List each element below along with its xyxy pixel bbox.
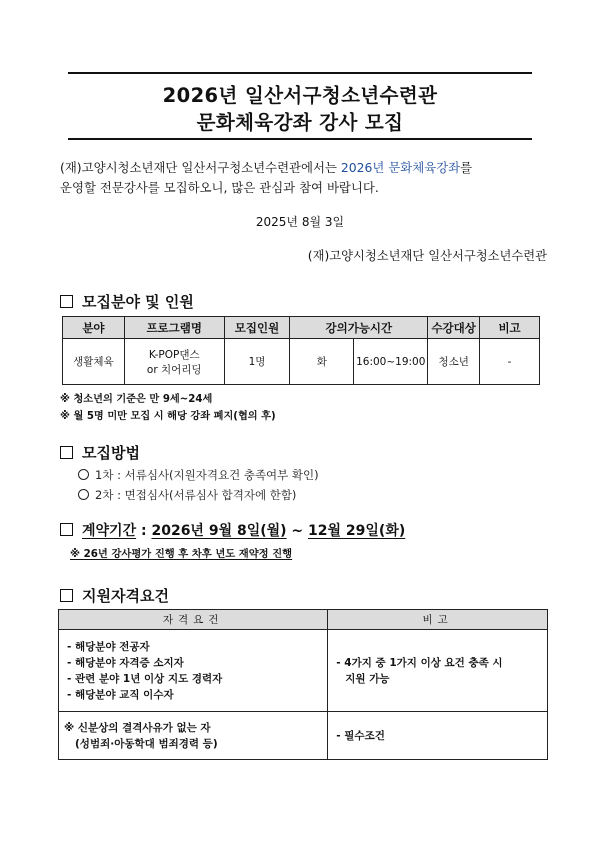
circle-bullet-icon <box>78 489 89 500</box>
section-recruit-heading: 모집분야 및 인원 <box>60 291 194 312</box>
table-row <box>59 712 548 760</box>
header-target: 수강대상 <box>428 317 480 339</box>
requirement-cell <box>59 712 328 760</box>
title-box <box>68 72 532 140</box>
organization-name: (재)고양시청소년재단 일산서구청소년수련관 <box>307 249 547 263</box>
cell-remark: - <box>480 339 540 385</box>
cell-day: 화 <box>290 339 354 385</box>
table-row <box>63 339 540 385</box>
list-item: ※ 신분상의 결격사유가 없는 자 <box>64 721 211 734</box>
table-row <box>59 630 548 712</box>
table-header-row <box>59 610 548 630</box>
header-remark: 비고 <box>328 610 548 630</box>
intro-highlight: 2026년 문화체육강좌 <box>340 160 461 175</box>
cell-target: 청소년 <box>428 339 480 385</box>
note-age: ※ 청소년의 기준은 만 9세~24세 <box>60 394 213 405</box>
requirement-remark: - 필수조건 <box>328 712 548 760</box>
page-subtitle: 문화체육강좌 강사 모집 <box>196 111 404 134</box>
header-qualification: 자격요건 <box>59 610 328 630</box>
qualification-remark: - 4가지 중 1가지 이상 요건 충족 시 지원 가능 <box>328 630 548 712</box>
header-time: 강의가능시간 <box>290 317 428 339</box>
header-program: 프로그램명 <box>124 317 224 339</box>
recruit-table <box>62 316 540 385</box>
list-item: - 해당분야 전공자 <box>67 640 150 653</box>
header-field: 분야 <box>63 317 125 339</box>
announcement-date: 2025년 8월 3일 <box>255 215 345 229</box>
circle-bullet-icon <box>78 469 89 480</box>
intro-line-1: (재)고양시청소년재단 일산서구청소년수련관에서는 2026년 문화체육강좌를 <box>60 160 473 175</box>
method-step-2: 2차 : 면접심사(서류심사 합격자에 한함) <box>78 487 296 503</box>
qualification-table <box>58 609 548 760</box>
intro-line-2: 운영할 전문강사를 모집하오니, 많은 관심과 참여 바랍니다. <box>60 180 379 195</box>
section-method-heading: 모집방법 <box>60 442 140 463</box>
qualification-list <box>59 630 328 712</box>
cell-program: K-POP댄스 or 치어리딩 <box>124 339 224 385</box>
table-header-row <box>63 317 540 339</box>
cell-time: 16:00~19:00 <box>354 339 428 385</box>
header-remark: 비고 <box>480 317 540 339</box>
page-title: 2026년 일산서구청소년수련관 <box>162 84 438 107</box>
header-count: 모집인원 <box>224 317 290 339</box>
checkbox-square-icon <box>60 523 73 536</box>
checkbox-square-icon <box>60 446 73 459</box>
checkbox-square-icon <box>60 295 73 308</box>
contract-note: ※ 26년 강사평가 진행 후 차후 년도 재약정 진행 <box>70 548 293 560</box>
list-item: (성범죄·아동학대 범죄경력 등) <box>75 737 218 750</box>
cell-count: 1명 <box>224 339 290 385</box>
section-qualification-heading: 지원자격요건 <box>60 585 169 606</box>
list-item: - 관련 분야 1년 이상 지도 경력자 <box>67 672 223 685</box>
list-item: - 해당분야 자격증 소지자 <box>67 656 184 669</box>
method-step-1: 1차 : 서류심사(지원자격요건 충족여부 확인) <box>78 467 319 483</box>
cell-field: 생활체육 <box>63 339 125 385</box>
section-contract-heading: 계약기간 : 2026년 9월 8일(월) ~ 12월 29일(화) <box>60 520 405 540</box>
note-minimum: ※ 월 5명 미만 모집 시 해당 강좌 폐지(협의 후) <box>60 411 276 422</box>
list-item: - 해당분야 교직 이수자 <box>67 688 174 701</box>
checkbox-square-icon <box>60 589 73 602</box>
